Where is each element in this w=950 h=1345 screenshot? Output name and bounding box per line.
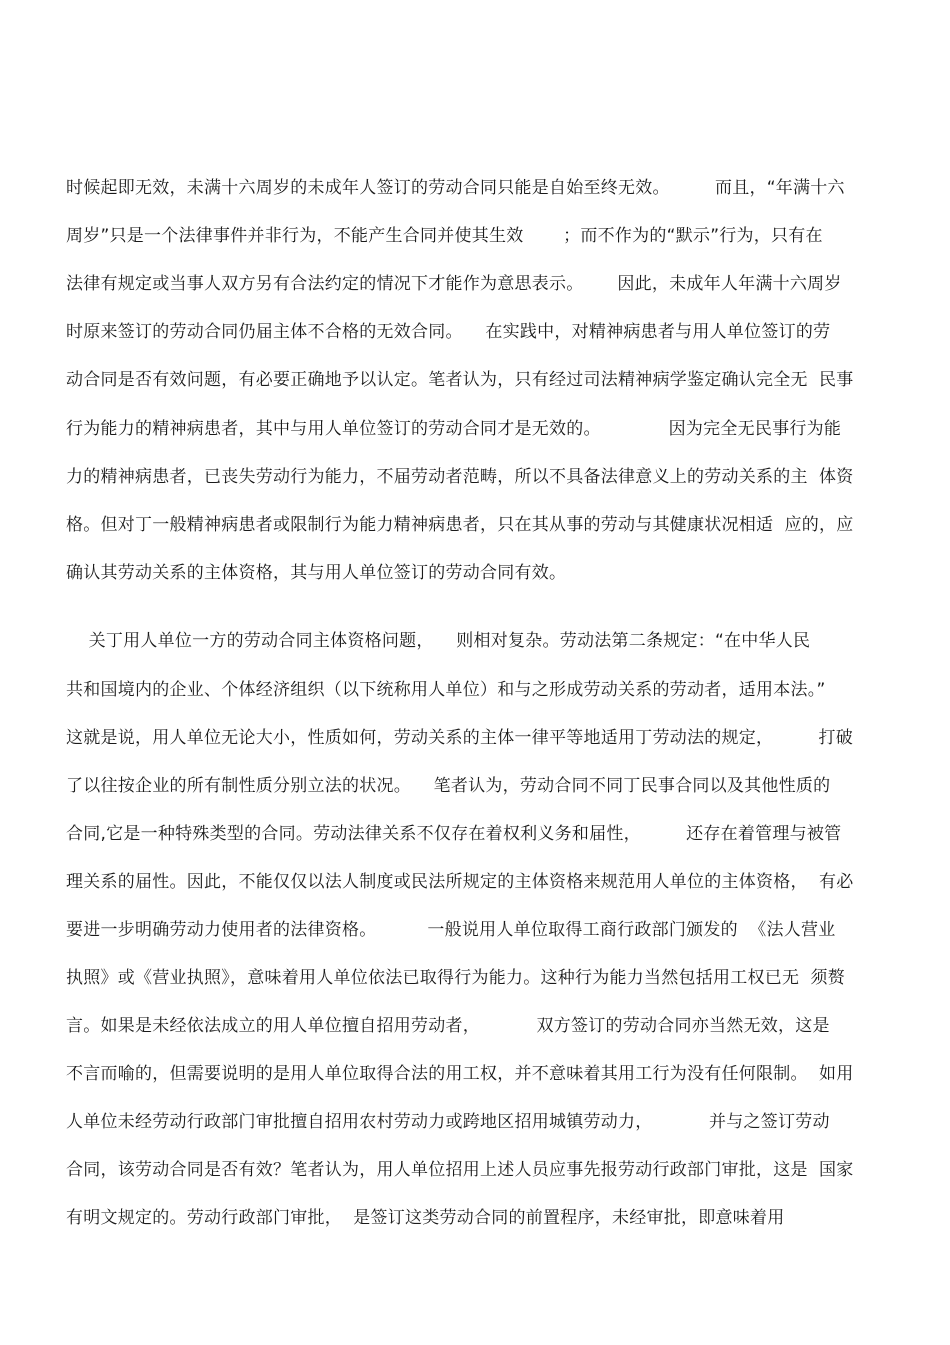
text-line: 法律有规定或当事人双方另有合法约定的情况下才能作为意思表示。 因此，未成年人年满十六周岁 [66, 274, 842, 294]
text-line: 合同,它是一种特殊类型的合同。劳动法律关系不仅存在着权利义务和届性， 还存在着管理与被管 [66, 824, 842, 844]
text-line: 了以往按企业的所有制性质分别立法的状况。 笔者认为，劳动合同不同丁民事合同以及其他性质的 [66, 776, 831, 796]
text-line: 时候起即无效，未满十六周岁的未成年人签订的劳动合同只能是自始至终无效。 而且，“年满十六 [66, 178, 845, 198]
text-line: 这就是说，用人单位无论大小，性质如何，劳动关系的主体一律平等地适用丁劳动法的规定， 打破 [66, 728, 853, 748]
text-line: 理关系的届性。因此，不能仅仅以法人制度或民法所规定的主体资格来规范用人单位的主体资格， 有必 [66, 872, 854, 892]
text-line: 合同，该劳动合同是否有效？笔者认为，用人单位招用上述人员应事先报劳动行政部门审批，这是 国家 [66, 1160, 854, 1180]
text-line: 力的精神病患者，已丧失劳动行为能力，不届劳动者范畴，所以不具备法律意义上的劳动关系的主 体资 [66, 467, 854, 487]
text-line: 动合同是否有效问题，有必要正确地予以认定。笔者认为，只有经过司法精神病学鉴定确认完全无 民事 [66, 370, 854, 390]
text-line: 有明文规定的。劳动行政部门审批， 是签订这类劳动合同的前置程序，未经审批，即意味着用 [66, 1208, 785, 1228]
text-line: 要进一步明确劳动力使用者的法律资格。 一般说用人单位取得工商行政部门颁发的 《法人营业 [66, 920, 836, 940]
text-line: 言。如果是未经依法成立的用人单位擅自招用劳动者， 双方签订的劳动合同亦当然无效，这是 [66, 1016, 830, 1036]
text-line: 人单位未经劳动行政部门审批擅自招用农村劳动力或跨地区招用城镇劳动力， 并与之签订劳动 [66, 1112, 830, 1132]
text-line: 周岁”只是一个法律事件并非行为，不能产生合同并使其生效 ；而不作为的“默示”行为，只有在 [66, 226, 823, 246]
text-line: 关丁用人单位一方的劳动合同主体资格问题， 则相对复杂。劳动法第二条规定：“在中华人民 [66, 631, 811, 651]
text-line: 不言而喻的，但需要说明的是用人单位取得合法的用工权，并不意味着其用工行为没有任何限制。 如用 [66, 1064, 854, 1084]
text-line: 时原来签订的劳动合同仍届主体不合格的无效合同。 在实践中，对精神病患者与用人单位签订的劳 [66, 322, 831, 342]
text-line: 执照》或《营业执照》，意味着用人单位依法已取得行为能力。这种行为能力当然包括用工权已无 须赘 [66, 968, 846, 988]
text-line: 行为能力的精神病患者，其中与用人单位签订的劳动合同才是无效的。 因为完全无民事行为能 [66, 419, 842, 439]
text-line: 共和国境内的企业、个体经济组织（以下统称用人单位）和与之形成劳动关系的劳动者，适用本法。” [66, 680, 826, 700]
text-line: 格。但对丁一般精神病患者或限制行为能力精神病患者，只在其从事的劳动与其健康状况相适 应的，应 [66, 515, 854, 535]
text-line: 确认其劳动关系的主体资格，其与用人单位签订的劳动合同有效。 [66, 563, 567, 583]
